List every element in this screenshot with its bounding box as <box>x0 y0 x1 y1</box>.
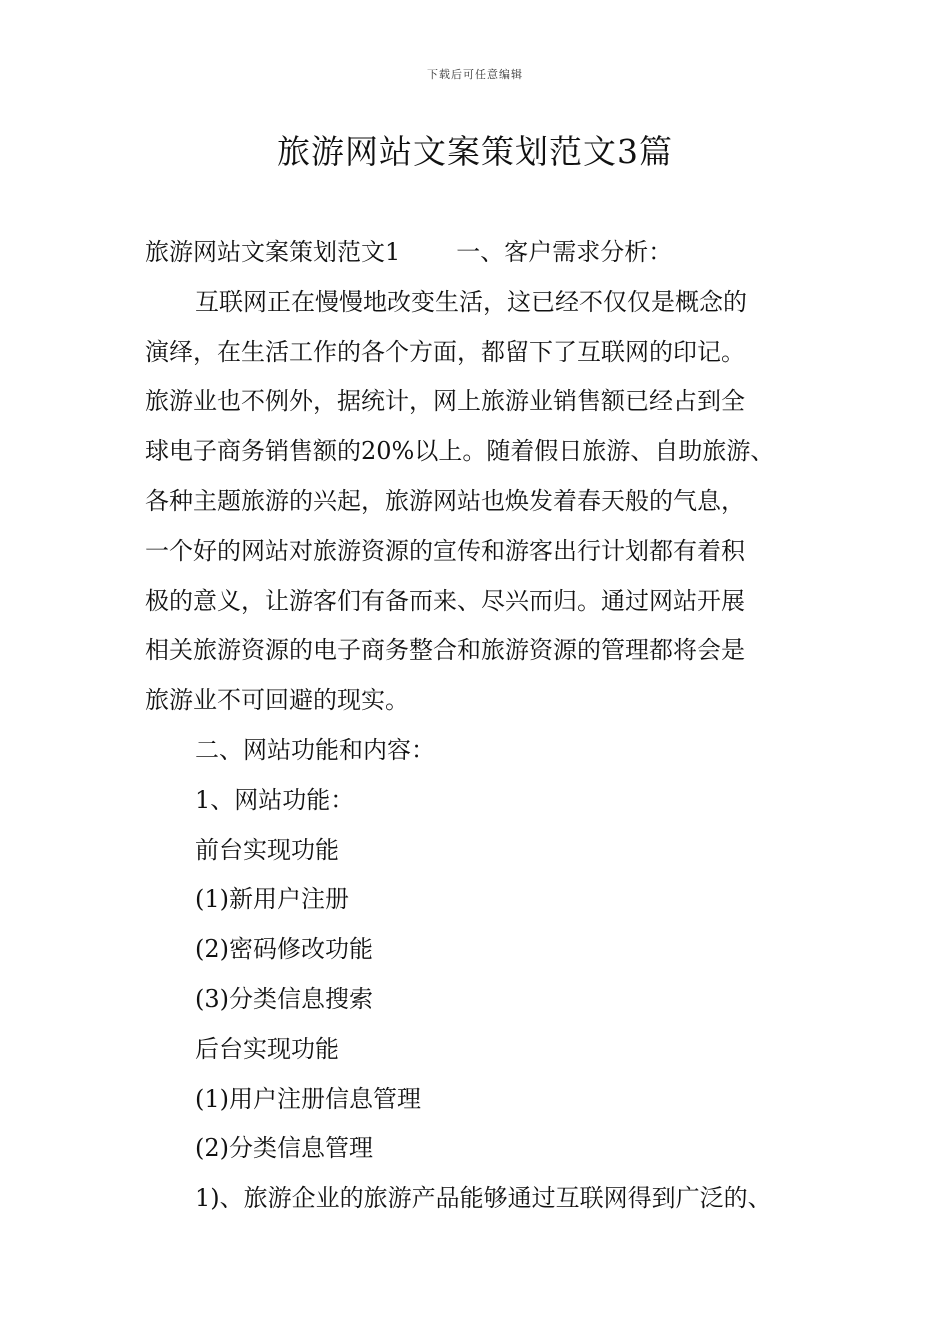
document-title: 旅游网站文案策划范文3篇 <box>277 132 673 171</box>
section-label: 旅游网站文案策划范文1 <box>145 238 401 266</box>
paragraph-line: 一个好的网站对旅游资源的宣传和游客出行计划都有着积 <box>145 536 745 565</box>
section-heading: 一、客户需求分析： <box>456 238 673 266</box>
page-header-note: 下载后可任意编辑 <box>427 68 523 81</box>
list-item: (1)新用户注册 <box>195 885 349 914</box>
paragraph-line: 互联网正在慢慢地改变生活，这已经不仅仅是概念的 <box>195 287 747 316</box>
list-item: (1)用户注册信息管理 <box>195 1084 421 1113</box>
paragraph-line: 相关旅游资源的电子商务整合和旅游资源的管理都将会是 <box>145 636 745 665</box>
backend-functions-title: 后台实现功能 <box>195 1034 339 1063</box>
paragraph-line: 各种主题旅游的兴起，旅游网站也焕发着春天般的气息， <box>145 486 745 515</box>
paragraph-line: 旅游业不可回避的现实。 <box>145 686 409 715</box>
list-item: (3)分类信息搜索 <box>195 984 373 1013</box>
document-body <box>145 228 825 1224</box>
list-item: (2)密码修改功能 <box>195 935 373 964</box>
paragraph-line: 1)、旅游企业的旅游产品能够通过互联网得到广泛的、 <box>195 1184 772 1213</box>
paragraph-line: 极的意义，让游客们有备而来、尽兴而归。通过网站开展 <box>145 586 745 615</box>
heading-website-functions: 1、网站功能： <box>195 785 355 814</box>
frontend-functions-title: 前台实现功能 <box>195 835 339 864</box>
paragraph-line: 旅游业也不例外，据统计，网上旅游业销售额已经占到全 <box>145 387 745 416</box>
list-item: (2)分类信息管理 <box>195 1134 373 1163</box>
section-heading-line <box>145 228 825 278</box>
heading-website-functions-content: 二、网站功能和内容： <box>195 735 435 764</box>
paragraph-line: 球电子商务销售额的20%以上。随着假日旅游、自助旅游、 <box>145 437 775 466</box>
paragraph-line: 演绎，在生活工作的各个方面，都留下了互联网的印记。 <box>145 337 745 366</box>
